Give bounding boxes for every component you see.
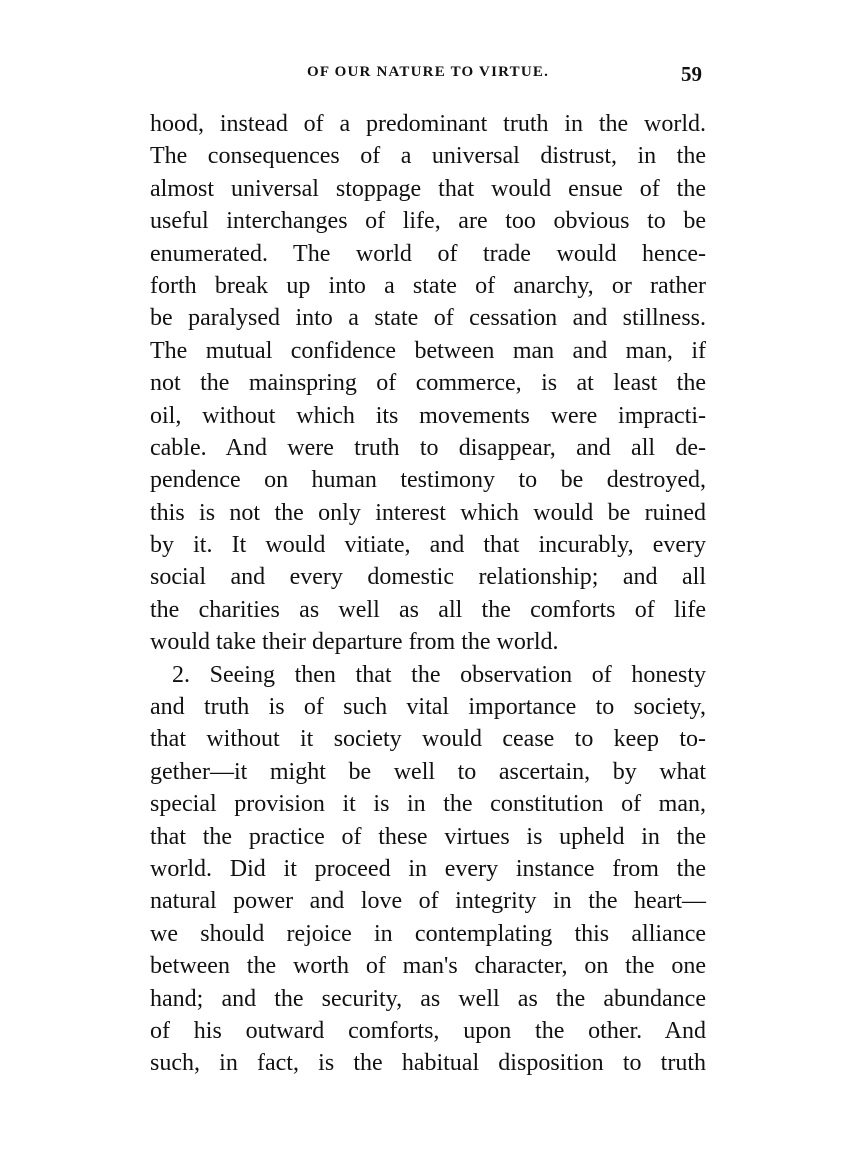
text-line: cable. And were truth to disappear, and all de- bbox=[150, 434, 706, 461]
paragraph-start-line: 2. Seeing then that the observation of honesty bbox=[172, 661, 706, 688]
text-line: such, in fact, is the habitual disposition to truth bbox=[150, 1050, 706, 1077]
page-number: 59 bbox=[681, 62, 702, 86]
text-line: The mutual confidence between man and man, if bbox=[150, 337, 706, 364]
text-line: hand; and the security, as well as the abundance bbox=[150, 985, 706, 1012]
body-text bbox=[150, 108, 706, 1080]
text-line: by it. It would vitiate, and that incurably, every bbox=[150, 532, 706, 559]
text-line: this is not the only interest which would be ruined bbox=[150, 499, 706, 526]
text-line: forth break up into a state of anarchy, or rather bbox=[150, 272, 706, 299]
text-line: natural power and love of integrity in the heart— bbox=[150, 888, 706, 915]
text-line: would take their departure from the world. bbox=[150, 629, 559, 656]
text-line: between the worth of man's character, on the one bbox=[150, 953, 706, 980]
text-line: world. Did it proceed in every instance from the bbox=[150, 855, 706, 882]
running-header bbox=[150, 62, 706, 88]
text-line: useful interchanges of life, are too obvious to be bbox=[150, 208, 706, 235]
text-line: social and every domestic relationship; and all bbox=[150, 564, 706, 591]
text-line: of his outward comforts, upon the other. And bbox=[150, 1017, 706, 1044]
text-line: hood, instead of a predominant truth in the world. bbox=[150, 111, 706, 137]
text-line: not the mainspring of commerce, is at least the bbox=[150, 370, 706, 397]
text-line: that without it society would cease to keep to- bbox=[150, 726, 706, 753]
text-line: special provision it is in the constitution of man, bbox=[150, 791, 706, 818]
text-line: The consequences of a universal distrust, in the bbox=[150, 143, 706, 170]
text-line: that the practice of these virtues is upheld in the bbox=[150, 823, 706, 850]
text-line: gether—it might be well to ascertain, by what bbox=[150, 758, 706, 785]
text-line: almost universal stoppage that would ensue of the bbox=[150, 175, 706, 202]
text-line: oil, without which its movements were impracti- bbox=[150, 402, 706, 429]
text-line: be paralysed into a state of cessation and stillness. bbox=[150, 305, 706, 332]
text-line: the charities as well as all the comforts of life bbox=[150, 596, 706, 623]
running-title: OF OUR NATURE TO VIRTUE. bbox=[306, 64, 550, 80]
text-line: enumerated. The world of trade would hence- bbox=[150, 240, 706, 267]
text-line: we should rejoice in contemplating this alliance bbox=[150, 920, 706, 947]
text-line: pendence on human testimony to be destroyed, bbox=[150, 467, 706, 494]
text-line: and truth is of such vital importance to society, bbox=[150, 694, 706, 721]
